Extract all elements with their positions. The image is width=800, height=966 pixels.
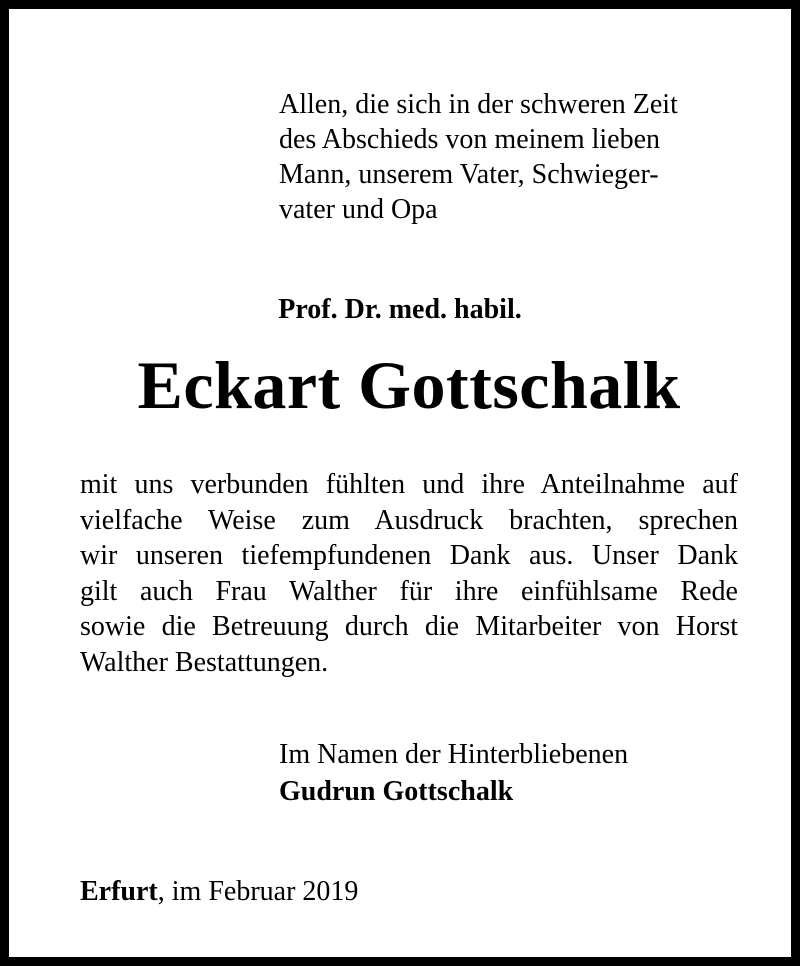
academic-title: Prof. Dr. med. habil.: [278, 294, 522, 325]
intro-line: Mann, unserem Vater, Schwieger-: [279, 159, 659, 190]
body-line: Walther Bestattungen.: [80, 646, 329, 678]
body-line: sowie die Betreuung durch die Mitarbeiter von Horst: [80, 611, 738, 643]
thanks-paragraph: [80, 467, 738, 681]
signature-block: [279, 736, 628, 810]
intro-line: Allen, die sich in der schweren Zeit: [279, 89, 678, 120]
signer-name: Gudrun Gottschalk: [279, 776, 514, 807]
body-line: mit uns verbunden fühlten und ihre Anteilnahme auf: [80, 469, 738, 500]
deceased-name: Eckart Gottschalk: [137, 347, 681, 423]
body-line: gilt auch Frau Walther für ihre einfühlsame Rede: [80, 575, 738, 607]
date-text: , im Februar 2019: [157, 876, 359, 907]
city-name: Erfurt: [80, 876, 158, 907]
body-line: vielfache Weise zum Ausdruck brachten, sprechen: [80, 504, 738, 536]
intro-paragraph: [279, 87, 759, 227]
place-date: [80, 875, 358, 909]
intro-line: vater und Opa: [279, 194, 438, 225]
body-line: wir unseren tiefempfundenen Dank aus. Unser Dank: [80, 540, 738, 572]
intro-line: des Abschieds von meinem lieben: [279, 124, 661, 155]
signature-phrase: Im Namen der Hinterbliebenen: [279, 739, 629, 770]
